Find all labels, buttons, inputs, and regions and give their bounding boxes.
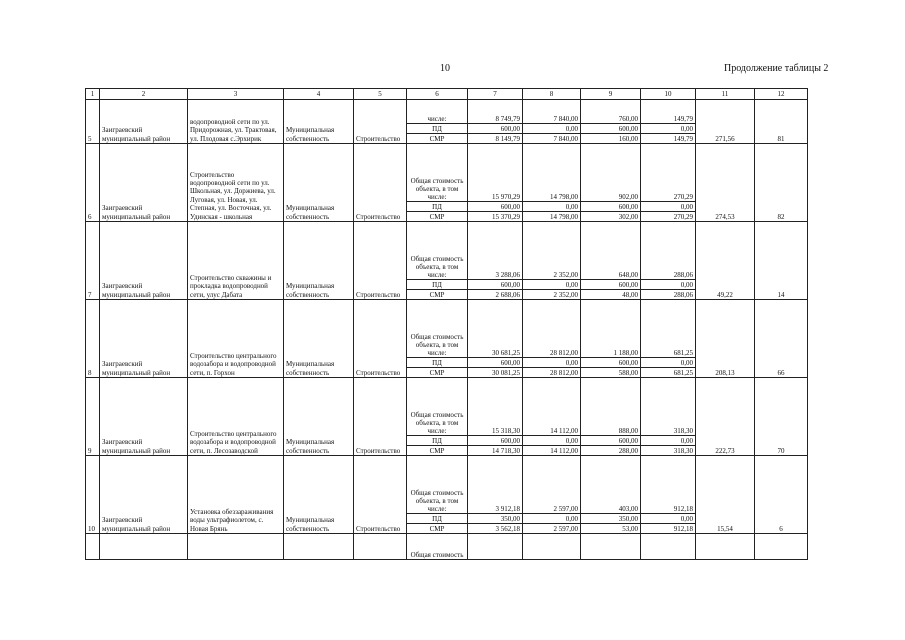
federal-cost-cell: 2 597,00 [523, 456, 581, 514]
capacity-cell [755, 222, 808, 300]
object-name-cell: Строительство центрального водозабора и водопроводной сети, п. Горхон [188, 300, 284, 378]
local-cost-cell: 318,30 [641, 446, 696, 456]
regional-cost-cell: 160,00 [581, 134, 641, 144]
local-cost-cell: 0,00 [641, 280, 696, 290]
federal-cost-cell: 0,00 [523, 436, 581, 446]
row-number-cell: 8 [86, 300, 100, 378]
regional-cost-cell: 48,00 [581, 290, 641, 300]
cost-label-cell: Общая стоимость объекта, в том числе: [407, 456, 468, 514]
cost-label-cell: Общая стоимость объекта, в том числе: [407, 300, 468, 358]
federal-cost-cell: 14 112,00 [523, 446, 581, 456]
total-cost-cell: 30 081,25 [468, 368, 523, 378]
object-name-cell: водопроводной сети по ул. Придорожная, ул. Трактовая, ул. Плодовая с.Эрхирик [188, 100, 284, 144]
total-cost-cell: 14 718,30 [468, 446, 523, 456]
pd-label-cell: ПД [407, 280, 468, 290]
federal-cost-cell: 28 812,00 [523, 368, 581, 378]
pd-label-cell: ПД [407, 514, 468, 524]
pd-label-cell: ПД [407, 202, 468, 212]
row-number-cell: 5 [86, 100, 100, 144]
capacity-value: 6 [779, 524, 783, 533]
empty-cell [581, 534, 641, 560]
regional-cost-cell: 888,00 [581, 378, 641, 436]
continuation-label: Продолжение таблицы 2 [724, 63, 829, 74]
cost-label-cell: Общая стоимость объекта, в том числе: [407, 144, 468, 202]
regional-cost-cell: 600,00 [581, 202, 641, 212]
work-type-cell: Строительство [354, 456, 407, 534]
smr-label-cell: СМР [407, 368, 468, 378]
district-cell: Заиграевский муниципальный район [100, 144, 188, 222]
table-row [86, 222, 808, 280]
empty-cell [284, 534, 354, 560]
total-cost-cell: 600,00 [468, 124, 523, 134]
capacity-cell [755, 456, 808, 534]
work-type-cell: Строительство [354, 144, 407, 222]
total-cost-cell: 600,00 [468, 280, 523, 290]
row-number-cell: 9 [86, 378, 100, 456]
page-number: 10 [440, 63, 450, 74]
empty-cell [188, 534, 284, 560]
capacity-value: 82 [777, 212, 785, 221]
local-cost-cell: 681,25 [641, 300, 696, 358]
federal-cost-cell: 0,00 [523, 124, 581, 134]
table-row-partial [86, 534, 808, 560]
total-cost-cell: 3 288,06 [468, 222, 523, 280]
total-cost-cell: 2 688,06 [468, 290, 523, 300]
header-cell: 8 [523, 89, 581, 100]
capacity-cell [755, 100, 808, 144]
empty-cell [696, 534, 755, 560]
header-cell: 4 [284, 89, 354, 100]
ownership-cell: Муниципальная собственность [284, 456, 354, 534]
empty-cell [354, 534, 407, 560]
pd-label-cell: ПД [407, 358, 468, 368]
header-cell: 5 [354, 89, 407, 100]
header-cell: 7 [468, 89, 523, 100]
regional-cost-cell: 403,00 [581, 456, 641, 514]
table-row [86, 456, 808, 514]
local-cost-cell: 149,79 [641, 100, 696, 124]
empty-cell [468, 534, 523, 560]
district-cell: Заиграевский муниципальный район [100, 456, 188, 534]
length-value: 222,73 [715, 446, 735, 455]
regional-cost-cell: 302,00 [581, 212, 641, 222]
ownership-cell: Муниципальная собственность [284, 144, 354, 222]
regional-cost-cell: 760,00 [581, 100, 641, 124]
work-type-cell: Строительство [354, 300, 407, 378]
federal-cost-cell: 28 812,00 [523, 300, 581, 358]
ownership-cell: Муниципальная собственность [284, 100, 354, 144]
capacity-value: 81 [777, 134, 785, 143]
cost-label-cell: числе: [407, 100, 468, 124]
regional-cost-cell: 288,00 [581, 446, 641, 456]
header-cell: 9 [581, 89, 641, 100]
length-cell [696, 100, 755, 144]
capacity-cell [755, 378, 808, 456]
header-cell: 10 [641, 89, 696, 100]
ownership-cell: Муниципальная собственность [284, 222, 354, 300]
federal-cost-cell: 0,00 [523, 514, 581, 524]
local-cost-cell: 0,00 [641, 436, 696, 446]
regional-cost-cell: 600,00 [581, 436, 641, 446]
total-cost-cell: 15 370,29 [468, 212, 523, 222]
capacity-cell [755, 144, 808, 222]
local-cost-cell: 318,30 [641, 378, 696, 436]
total-cost-cell: 3 912,18 [468, 456, 523, 514]
total-cost-cell: 600,00 [468, 358, 523, 368]
federal-cost-cell: 7 840,00 [523, 134, 581, 144]
length-value: 208,13 [715, 368, 735, 377]
row-number-cell: 7 [86, 222, 100, 300]
regional-cost-cell: 588,00 [581, 368, 641, 378]
local-cost-cell: 270,29 [641, 212, 696, 222]
regional-cost-cell: 1 188,00 [581, 300, 641, 358]
federal-cost-cell: 0,00 [523, 280, 581, 290]
empty-cell [755, 534, 808, 560]
capacity-value: 70 [777, 446, 785, 455]
empty-cell [100, 534, 188, 560]
capacity-value: 66 [777, 368, 785, 377]
cost-label-cell: Общая стоимость объекта, в том числе: [407, 222, 468, 280]
federal-cost-cell: 14 112,00 [523, 378, 581, 436]
local-cost-cell: 0,00 [641, 358, 696, 368]
local-cost-cell: 149,79 [641, 134, 696, 144]
budget-table [85, 88, 808, 560]
object-name-cell: Строительство скважины и прокладка водопроводной сети, улус Дабата [188, 222, 284, 300]
length-cell [696, 456, 755, 534]
smr-label-cell: СМР [407, 446, 468, 456]
row-number-cell: 6 [86, 144, 100, 222]
regional-cost-cell: 648,00 [581, 222, 641, 280]
district-cell: Заиграевский муниципальный район [100, 100, 188, 144]
federal-cost-cell: 0,00 [523, 358, 581, 368]
empty-cell [86, 534, 100, 560]
work-type-cell: Строительство [354, 378, 407, 456]
length-value: 15,54 [717, 524, 733, 533]
federal-cost-cell: 2 597,00 [523, 524, 581, 534]
length-value: 271,56 [715, 134, 735, 143]
row-number-cell: 10 [86, 456, 100, 534]
federal-cost-cell: 7 840,00 [523, 100, 581, 124]
total-cost-cell: 350,00 [468, 514, 523, 524]
local-cost-cell: 0,00 [641, 202, 696, 212]
capacity-value: 14 [777, 290, 785, 299]
length-value: 49,22 [717, 290, 733, 299]
smr-label-cell: СМР [407, 134, 468, 144]
total-cost-cell: 15 318,30 [468, 378, 523, 436]
smr-label-cell: СМР [407, 290, 468, 300]
regional-cost-cell: 350,00 [581, 514, 641, 524]
work-type-cell: Строительство [354, 222, 407, 300]
regional-cost-cell: 902,00 [581, 144, 641, 202]
regional-cost-cell: 53,00 [581, 524, 641, 534]
federal-cost-cell: 0,00 [523, 202, 581, 212]
total-cost-cell: 30 681,25 [468, 300, 523, 358]
cost-label-cell: Общая стоимость объекта, в том числе: [407, 378, 468, 436]
federal-cost-cell: 2 352,00 [523, 222, 581, 280]
smr-label-cell: СМР [407, 212, 468, 222]
total-cost-cell: 8 149,79 [468, 134, 523, 144]
empty-cell [523, 534, 581, 560]
local-cost-cell: 288,06 [641, 290, 696, 300]
local-cost-cell: 288,06 [641, 222, 696, 280]
object-name-cell: Строительство центрального водозабора и водопроводной сети, п. Лесозаводской [188, 378, 284, 456]
capacity-cell [755, 300, 808, 378]
table-row [86, 300, 808, 358]
length-cell [696, 300, 755, 378]
local-cost-cell: 912,18 [641, 524, 696, 534]
table-row [86, 144, 808, 202]
district-cell: Заиграевский муниципальный район [100, 300, 188, 378]
smr-label-cell: СМР [407, 524, 468, 534]
cost-label-cell: Общая стоимость [407, 534, 468, 560]
length-value: 274,53 [715, 212, 735, 221]
total-cost-cell: 15 970,29 [468, 144, 523, 202]
header-cell: 1 [86, 89, 100, 100]
object-name-cell: Строительство водопроводной сети по ул. Школьная, ул. Доржиева, ул. Луговая, ул. Новая, ул. Степная, ул. Восточная, ул. Удинская - школьная [188, 144, 284, 222]
header-cell: 6 [407, 89, 468, 100]
federal-cost-cell: 14 798,00 [523, 144, 581, 202]
header-cell: 11 [696, 89, 755, 100]
local-cost-cell: 912,18 [641, 456, 696, 514]
header-cell: 2 [100, 89, 188, 100]
district-cell: Заиграевский муниципальный район [100, 222, 188, 300]
total-cost-cell: 3 562,18 [468, 524, 523, 534]
header-row [86, 89, 808, 100]
total-cost-cell: 600,00 [468, 436, 523, 446]
table-row [86, 100, 808, 124]
header-cell: 12 [755, 89, 808, 100]
table-row [86, 378, 808, 436]
length-cell [696, 378, 755, 456]
table-body [86, 89, 808, 560]
empty-cell [641, 534, 696, 560]
regional-cost-cell: 600,00 [581, 358, 641, 368]
object-name-cell: Установка обеззараживания воды ультрафиолетом, с. Новая Брянь [188, 456, 284, 534]
header-cell: 3 [188, 89, 284, 100]
ownership-cell: Муниципальная собственность [284, 378, 354, 456]
length-cell [696, 222, 755, 300]
total-cost-cell: 8 749,79 [468, 100, 523, 124]
regional-cost-cell: 600,00 [581, 124, 641, 134]
federal-cost-cell: 2 352,00 [523, 290, 581, 300]
regional-cost-cell: 600,00 [581, 280, 641, 290]
work-type-cell: Строительство [354, 100, 407, 144]
federal-cost-cell: 14 798,00 [523, 212, 581, 222]
local-cost-cell: 270,29 [641, 144, 696, 202]
ownership-cell: Муниципальная собственность [284, 300, 354, 378]
pd-label-cell: ПД [407, 124, 468, 134]
district-cell: Заиграевский муниципальный район [100, 378, 188, 456]
local-cost-cell: 0,00 [641, 514, 696, 524]
local-cost-cell: 0,00 [641, 124, 696, 134]
total-cost-cell: 600,00 [468, 202, 523, 212]
length-cell [696, 144, 755, 222]
local-cost-cell: 681,25 [641, 368, 696, 378]
pd-label-cell: ПД [407, 436, 468, 446]
